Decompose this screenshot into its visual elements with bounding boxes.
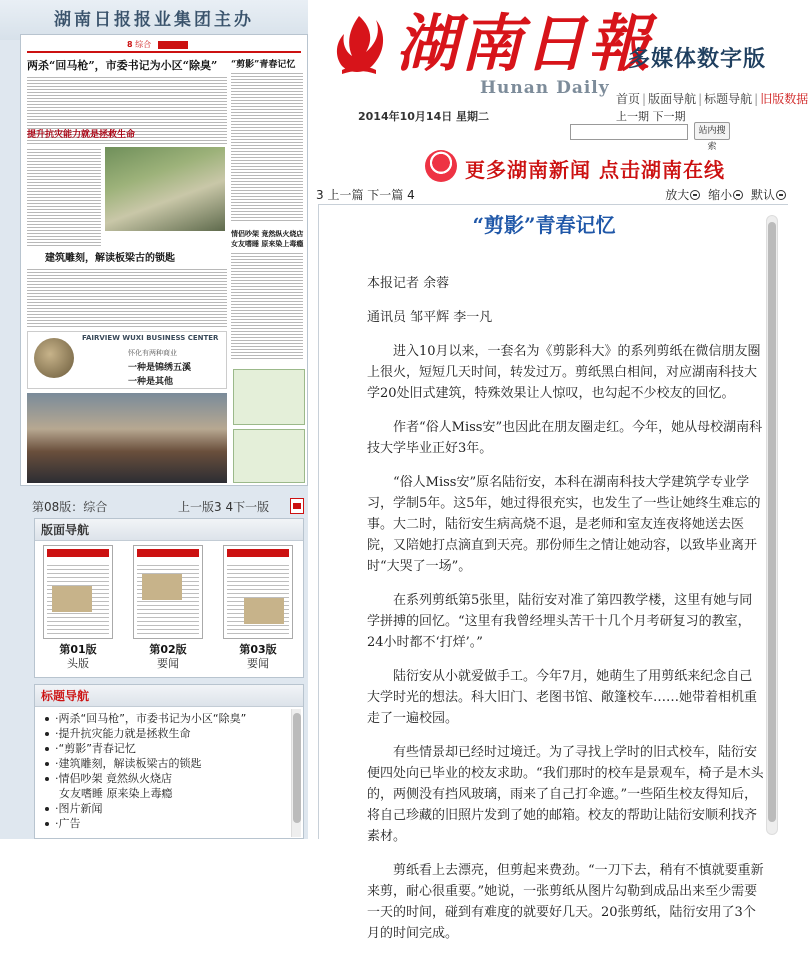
link-home[interactable]: 首页 — [616, 92, 641, 106]
page-num: 第03版 — [239, 643, 277, 656]
thumb-photo — [244, 598, 284, 624]
scrollbar-thumb[interactable] — [293, 713, 301, 823]
title-item[interactable]: ·图片新闻 — [55, 801, 303, 816]
title-nav-title: 标题导航 — [35, 685, 303, 707]
promo-banner[interactable] — [425, 148, 725, 184]
logo-english: Hunan Daily — [480, 78, 610, 98]
article-paragraph: 陆衍安从小就爱做手工。今年7月，她萌生了用剪纸来纪念自己大学时光的想法。科大旧门、老图书馆、敞篷校车……她带着相机重走了一遍校园。 — [367, 669, 758, 726]
search-input[interactable] — [570, 124, 688, 140]
thumb-masthead — [47, 549, 109, 557]
thumb-photo — [52, 586, 92, 612]
zoom-out-button[interactable] — [708, 186, 743, 203]
page-thumb-01[interactable] — [43, 545, 113, 639]
title-list — [35, 707, 303, 831]
zoom-in-label: 放大 — [665, 188, 690, 202]
zoom-out-icon — [733, 190, 743, 200]
page-preview[interactable] — [20, 34, 308, 486]
title-item[interactable]: ·建筑雕刻，解读板梁古的锁匙 — [55, 756, 303, 771]
link-title-nav[interactable]: 标题导航 — [704, 92, 753, 106]
article-panel — [318, 204, 788, 941]
title-list-scrollbar[interactable] — [291, 709, 301, 837]
article-toolbar — [316, 186, 800, 204]
preview-photo — [105, 147, 225, 231]
ad-emblem — [34, 338, 74, 378]
preview-text-block — [27, 147, 101, 247]
page-thumb-label-01[interactable] — [43, 643, 113, 671]
zoom-in-icon — [690, 190, 700, 200]
search-button[interactable]: 站内搜索 — [694, 122, 730, 140]
article-title: “剪影”青春记忆 — [472, 213, 616, 237]
page-nav[interactable]: 上一版3 4下一版 — [178, 500, 270, 514]
top-links — [616, 90, 808, 107]
page-thumb-label-02[interactable] — [133, 643, 203, 671]
preview-header — [27, 39, 301, 53]
article-paragraph: 作者“俗人Miss安”也因此在朋友圈走红。今年，她从母校湖南科技大学毕业正好3年。 — [367, 420, 763, 456]
section-nav-title: 版面导航 — [35, 519, 303, 541]
byline-correspondent: 通讯员 邹平辉 李一凡 — [367, 310, 493, 325]
zoom-in-button[interactable] — [665, 186, 700, 203]
promo-text-a: 更多湖南新闻 点击 — [465, 158, 641, 182]
title-item[interactable]: ·提升抗灾能力就是拯救生命 — [55, 726, 303, 741]
logo-text: 湖南日報 — [396, 7, 653, 80]
article-paragraph: 有些情景却已经时过境迁。为了寻找上学时的旧式校车，陆衍安便四处向已毕业的校友求助。“我们那时的校车是景观车，椅子是木头的，两侧没有挡风玻璃，雨来了自己打伞遮。”一些陌生校友得知后，将自己珍藏的旧照片发到了她的邮箱。校友的帮助让陆衍安顺利找齐素材。 — [367, 745, 764, 844]
link-separator: | — [698, 92, 703, 106]
preview-greenbox — [233, 369, 305, 425]
pdf-download-icon[interactable] — [290, 498, 304, 514]
ad-line-2: 一种是其他 — [128, 377, 174, 387]
article-paragraph: “俗人Miss安”原名陆衍安，本科在湖南科技大学建筑学专业学习，学制5年。这5年，她过得很充实，也发生了一些让她终生难忘的事。大二时，陆衍安生病高烧不退，是老师和室友连夜将她送去医院，又陪她打点滴直到天亮。那份师生之情让她动容，以致毕业离开时“大哭了一场”。 — [367, 475, 761, 574]
date-bar — [310, 108, 800, 152]
title-item[interactable]: 女友嗜睡 原来染上毒瘾 — [59, 787, 173, 800]
preview-headline[interactable]: 两杀“回马枪”，市委书记为小区“除臭” — [27, 59, 218, 72]
thumb-masthead — [137, 549, 199, 557]
group-banner: 湖南日报报业集团主办 — [0, 0, 308, 40]
preview-sub-headline-2[interactable]: 建筑雕刻，解读板梁古的锁匙 — [45, 253, 175, 264]
preview-sub-headline[interactable]: 提升抗灾能力就是拯救生命 — [27, 130, 136, 140]
article-paragraph: 剪纸看上去漂亮，但剪起来费劲。“一刀下去，稍有不慎就要重新来剪，耐心很重要。”她说，一张剪纸从图片勾勒到成品出来至少需要一天的时间，碰到有难度的就要好几天。20张剪纸，陆衍安用了3个月的时间完成。 — [367, 863, 764, 941]
page-num: 第02版 — [149, 643, 187, 656]
article-paragraph: 在系列剪纸第5张里，陆衍安对准了第四教学楼，这里有她与同学拼搏的回忆。“这里有我曾经埋头苦干十几个月考研复习的教室，24小时都不‘打烊’。” — [367, 593, 753, 650]
title-nav-panel — [34, 684, 304, 839]
zoom-controls — [661, 186, 786, 203]
zoom-default-button[interactable] — [751, 186, 786, 203]
link-old-data[interactable]: 旧版数据 — [760, 92, 808, 106]
byline-reporter: 本报记者 余蓉 — [367, 276, 450, 291]
preview-text-block — [231, 251, 303, 361]
digital-edition-title: 多媒体数字版 — [628, 47, 767, 72]
issue-nav[interactable]: 上一期 下一期 — [616, 110, 686, 123]
issue-date: 2014年10月14日 星期二 — [358, 110, 490, 123]
promo-text-b: 湖南在线 — [640, 158, 725, 182]
preview-greenbox — [233, 429, 305, 483]
promo-logo-icon — [425, 150, 457, 182]
promo-text — [465, 154, 725, 183]
article-body — [367, 273, 765, 957]
thumb-photo — [142, 574, 182, 600]
section-nav-panel — [34, 518, 304, 678]
page-name: 要闻 — [157, 657, 179, 670]
preview-story-side[interactable]: 情侣吵架 竟然纵火烧店 — [231, 229, 304, 238]
title-item[interactable]: ·广告 — [55, 816, 303, 831]
page-thumb-label-03[interactable] — [223, 643, 293, 671]
preview-section: 综合 — [135, 40, 152, 49]
preview-headline-right[interactable]: “剪影”青春记忆 — [231, 60, 296, 70]
current-page-label: 第08版：综合 — [32, 500, 108, 514]
ad-line-1: 一种是锦绣五溪 — [128, 363, 192, 373]
preview-ad — [27, 331, 227, 389]
preview-page-no: 8 — [127, 40, 133, 49]
hunan-daily-logo-icon — [330, 12, 388, 78]
page-name: 头版 — [67, 657, 89, 670]
article-scrollbar[interactable] — [766, 215, 778, 835]
link-separator: | — [642, 92, 647, 106]
link-separator: | — [754, 92, 759, 106]
title-item[interactable]: ·两杀“回马枪”，市委书记为小区“除臭” — [55, 711, 303, 726]
preview-text-block — [231, 71, 303, 221]
zoom-out-label: 缩小 — [708, 188, 733, 202]
page-thumb-03[interactable] — [223, 545, 293, 639]
preview-text-block — [27, 267, 227, 327]
ad-brand: FAIRVIEW WUXI BUSINESS CENTER — [82, 334, 219, 342]
page-thumb-02[interactable] — [133, 545, 203, 639]
page-info — [32, 498, 308, 514]
article-paragraph: 进入10月以来，一套名为《剪影科大》的系列剪纸在微信朋友圈上很火，短短几天时间，转发过万。剪纸黑白相间，对应湖南科技大学20处旧式建筑，特殊效果让人惊叹，也勾起不少校友的回忆。 — [367, 344, 761, 401]
preview-header-tag — [158, 41, 188, 49]
link-section-nav[interactable]: 版面导航 — [648, 92, 697, 106]
scrollbar-thumb[interactable] — [768, 222, 776, 822]
left-column — [0, 0, 308, 839]
page-num: 第01版 — [59, 643, 97, 656]
thumb-masthead — [227, 549, 289, 557]
page-name: 要闻 — [247, 657, 269, 670]
zoom-default-label: 默认 — [750, 188, 775, 202]
article-nav[interactable]: 3 上一篇 下一篇 4 — [316, 188, 415, 202]
zoom-default-icon — [776, 190, 786, 200]
ad-tag: 怀化有两种商业 — [128, 349, 177, 357]
title-item[interactable]: ·“剪影”青春记忆 — [55, 741, 303, 756]
title-item[interactable]: ·情侣吵架 竟然纵火烧店 — [55, 771, 303, 786]
preview-ad-photo — [27, 393, 227, 483]
preview-story-side-2[interactable]: 女友嗜睡 原来染上毒瘾 — [231, 239, 304, 248]
